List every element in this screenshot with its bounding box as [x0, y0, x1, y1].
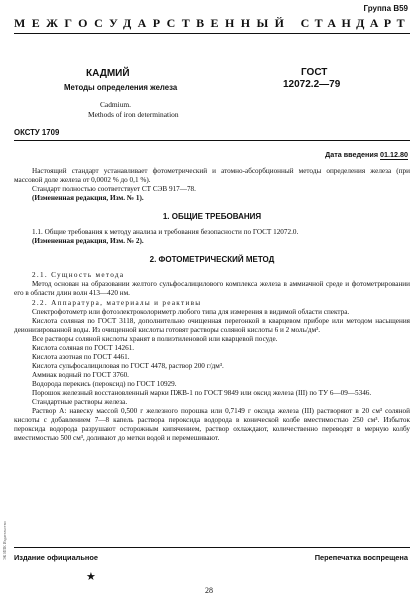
list-item: Раствор А: навеску массой 0,500 г железного порошка или 0,7149 г оксида железа (III) растворяют в 20 см³ соляной кислоты с добавлением 7—8 капель раствора пероксида водорода в конической колбе вместимостью 250 см³. Избыток пероксида водорода разрушают осторожным кипячением, раствор охлаждают, количественно переводят в мерную колбу вместимостью 500 см³, доливают до метки водой и перемешивают.: [14, 407, 410, 443]
intro-paragraph: Настоящий стандарт устанавливает фотометрический и атомно-абсорбционный методы определения железа (при массовой доле железа от 0,0002 % до 0,1 %).: [14, 167, 410, 185]
intro-date-value: 01.12.80: [380, 150, 408, 159]
element-name: КАДМИЙ: [86, 68, 130, 79]
gost-label: ГОСТ: [301, 67, 328, 78]
standard-header: [14, 16, 410, 31]
header-rule: [14, 33, 410, 34]
title-english-line1: Cadmium.: [100, 100, 131, 109]
list-item: Стандартные растворы железа.: [32, 398, 128, 407]
intro-paragraph: Стандарт полностью соответствует СТ СЭВ 917—78.: [32, 185, 196, 194]
list-item: Порошок железный восстановленный марки ПЖВ-1 по ГОСТ 9849 или оксид железа (III) по ТУ 6—09—5346.: [32, 388, 372, 397]
classification-group: Группа В59: [363, 4, 408, 13]
subsection-title: 2.1. Сущность метода: [32, 271, 125, 280]
list-item: Кислота сульфосалициловая по ГОСТ 4478, раствор 200 г/дм³.: [32, 361, 224, 370]
oksu-code: ОКСТУ 1709: [14, 128, 60, 137]
section-heading: 2. ФОТОМЕТРИЧЕСКИЙ МЕТОД: [149, 255, 275, 265]
reprint-prohibited: Перепечатка воспрещена: [314, 553, 408, 562]
gost-number: 12072.2—79: [283, 79, 341, 90]
subsection-title: 2.2. Аппаратура, материалы и реактивы: [32, 298, 202, 307]
list-item: Аммиак водный по ГОСТ 3760.: [32, 370, 129, 379]
amendment-note: (Измененная редакция, Изм. № 1).: [32, 194, 144, 203]
section-heading: 1. ОБЩИЕ ТРЕБОВАНИЯ: [162, 212, 262, 222]
page-number: 28: [205, 586, 213, 595]
title-russian: Методы определения железа: [64, 83, 178, 92]
list-item: Кислота азотная по ГОСТ 4461.: [32, 352, 130, 361]
section-paragraph: Метод основан на образовании желтого сульфосалицилового комплекса железа в аммиачной среде и фотометрировании его в области длин волн 413—420 нм.: [14, 280, 410, 298]
side-imprint: ЭК ИПК Издательство: [2, 521, 7, 560]
list-item: Спектрофотометр или фотоэлектроколориметр любого типа для измерения в видимой области спектра.: [32, 307, 350, 316]
document-body: [14, 167, 410, 443]
list-item: Все растворы соляной кислоты хранят в полиэтиленовой или кварцевой посуде.: [32, 334, 278, 343]
header-word: МЕЖГОСУДАРСТВЕННЫЙ: [14, 16, 291, 30]
title-rule: [14, 140, 410, 141]
amendment-note: (Измененная редакция, Изм. № 2).: [32, 237, 144, 246]
star-mark: ★: [86, 571, 96, 583]
footer-rule: [14, 547, 410, 548]
section-paragraph: 1.1. Общие требования к методу анализа и требования безопасности по ГОСТ 12072.0.: [32, 228, 299, 237]
intro-date-label: Дата введения: [325, 150, 379, 159]
list-item: Кислота соляная по ГОСТ 3118, дополнительно очищенная перегонкой в кварцевом приборе или методом насыщения деионизированной воды. Из очищенной кислоты готовят растворы соляной кислоты 6 и 2 моль/дм³.: [14, 316, 410, 334]
title-english-line2: Methods of iron determination: [88, 110, 179, 119]
list-item: Кислота соляная по ГОСТ 14261.: [32, 343, 135, 352]
list-item: Водорода перекись (пероксид) по ГОСТ 10929.: [32, 379, 177, 388]
header-word: СТАНДАРТ: [300, 16, 410, 30]
official-edition: Издание официальное: [14, 553, 99, 562]
intro-date: [325, 150, 408, 159]
